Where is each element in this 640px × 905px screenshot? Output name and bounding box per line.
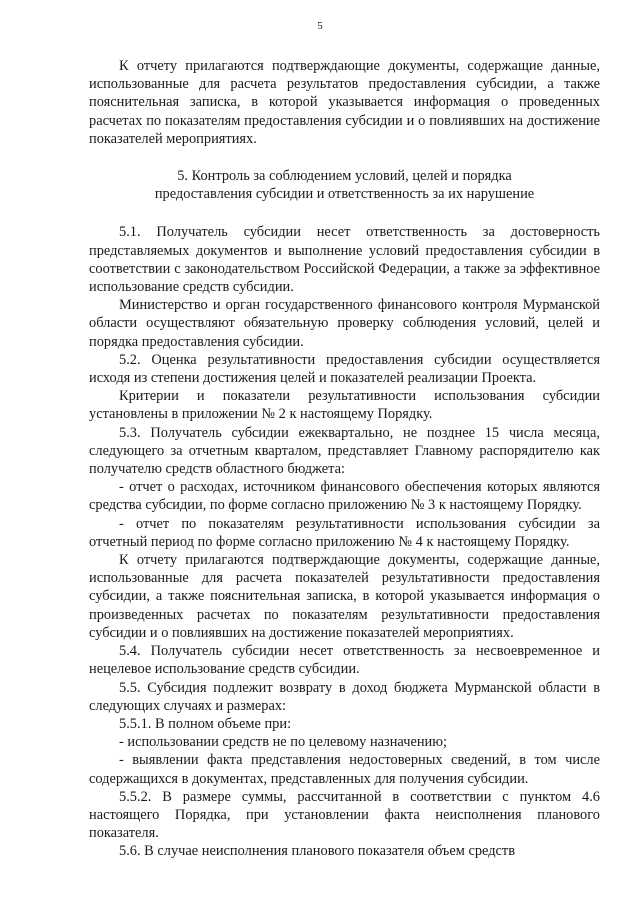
list-item-misuse: - использовании средств не по целевому назначению; bbox=[119, 734, 448, 751]
paragraph-5-4: 5.4. Получатель субсидии несет ответственность за несвоевременное и нецелевое использование средств субсидии. bbox=[89, 643, 600, 678]
section-title bbox=[89, 167, 600, 203]
list-item-false-info: - выявлении факта представления недостоверных сведений, в том числе содержащихся в документах, представленных для получения субсидии. bbox=[89, 752, 600, 787]
paragraph-5-5-1: 5.5.1. В полном объеме при: bbox=[119, 715, 292, 732]
paragraph-5-5-2: 5.5.2. В размере суммы, рассчитанной в соответствии с пунктом 4.6 настоящего Порядка, при установлении факта неисполнения планового показателя. bbox=[89, 788, 600, 842]
paragraph-ministry-control: Министерство и орган государственного финансового контроля Мурманской области осуществляют обязательную проверку соблюдения условий, целей и порядка предоставления субсидии. bbox=[89, 297, 600, 350]
section-title-line-1: 5. Контроль за соблюдением условий, целей и порядка bbox=[177, 168, 512, 185]
section-title-line-2: предоставления субсидии и ответственность за их нарушение bbox=[154, 186, 535, 203]
list-item-expense-report: - отчет о расходах, источником финансового обеспечения которых являются средства субсидии, по форме согласно приложению № 3 к настоящему Порядку. bbox=[89, 479, 600, 514]
paragraph-5-6: 5.6. В случае неисполнения планового показателя объем средств bbox=[119, 843, 516, 860]
paragraph-supporting-documents: К отчету прилагаются подтверждающие документы, содержащие данные, использованные для расчета показателей результативности предоставления субсидии, а также пояснительная записка, в которой указывается информация о произведенных расчетах по показателям результативности предоставления субсидии и о повлиявших на достижение показателей мероприятиях. bbox=[89, 552, 600, 641]
paragraph-criteria: Критерии и показатели результативности использования субсидии установлены в приложении № 2 к настоящему Порядку. bbox=[89, 388, 600, 423]
paragraph-5-3: 5.3. Получатель субсидии ежеквартально, не позднее 15 числа месяца, следующего за отчетным кварталом, представляет Главному распорядителю как получателю средств областного бюджета: bbox=[89, 424, 600, 478]
paragraph-report-attachments: К отчету прилагаются подтверждающие документы, содержащие данные, использованные для расчета результатов предоставления субсидии, а также пояснительная записка, в которой указывается информация о проведенных расчетах по показателям предоставления субсидии и о повлиявших на достижение показателей мероприятиях. bbox=[89, 58, 600, 147]
paragraph-5-1: 5.1. Получатель субсидии несет ответственность за достоверность представляемых документов и выполнение условий предоставления субсидии в соответствии с законодательством Российской Федерации, а также за эффективное использование средств субсидии. bbox=[89, 224, 600, 296]
paragraph-5-5: 5.5. Субсидия подлежит возврату в доход бюджета Мурманской области в следующих случаях и размерах: bbox=[89, 679, 600, 714]
page-number: 5 bbox=[317, 20, 323, 32]
list-item-performance-report: - отчет по показателям результативности использования субсидии за отчетный период по форме согласно приложению № 4 к настоящему Порядку. bbox=[89, 515, 600, 550]
paragraph-5-2: 5.2. Оценка результативности предоставления субсидии осуществляется исходя из степени достижения целей и показателей реализации Проекта. bbox=[89, 351, 600, 387]
document-body bbox=[89, 57, 600, 861]
